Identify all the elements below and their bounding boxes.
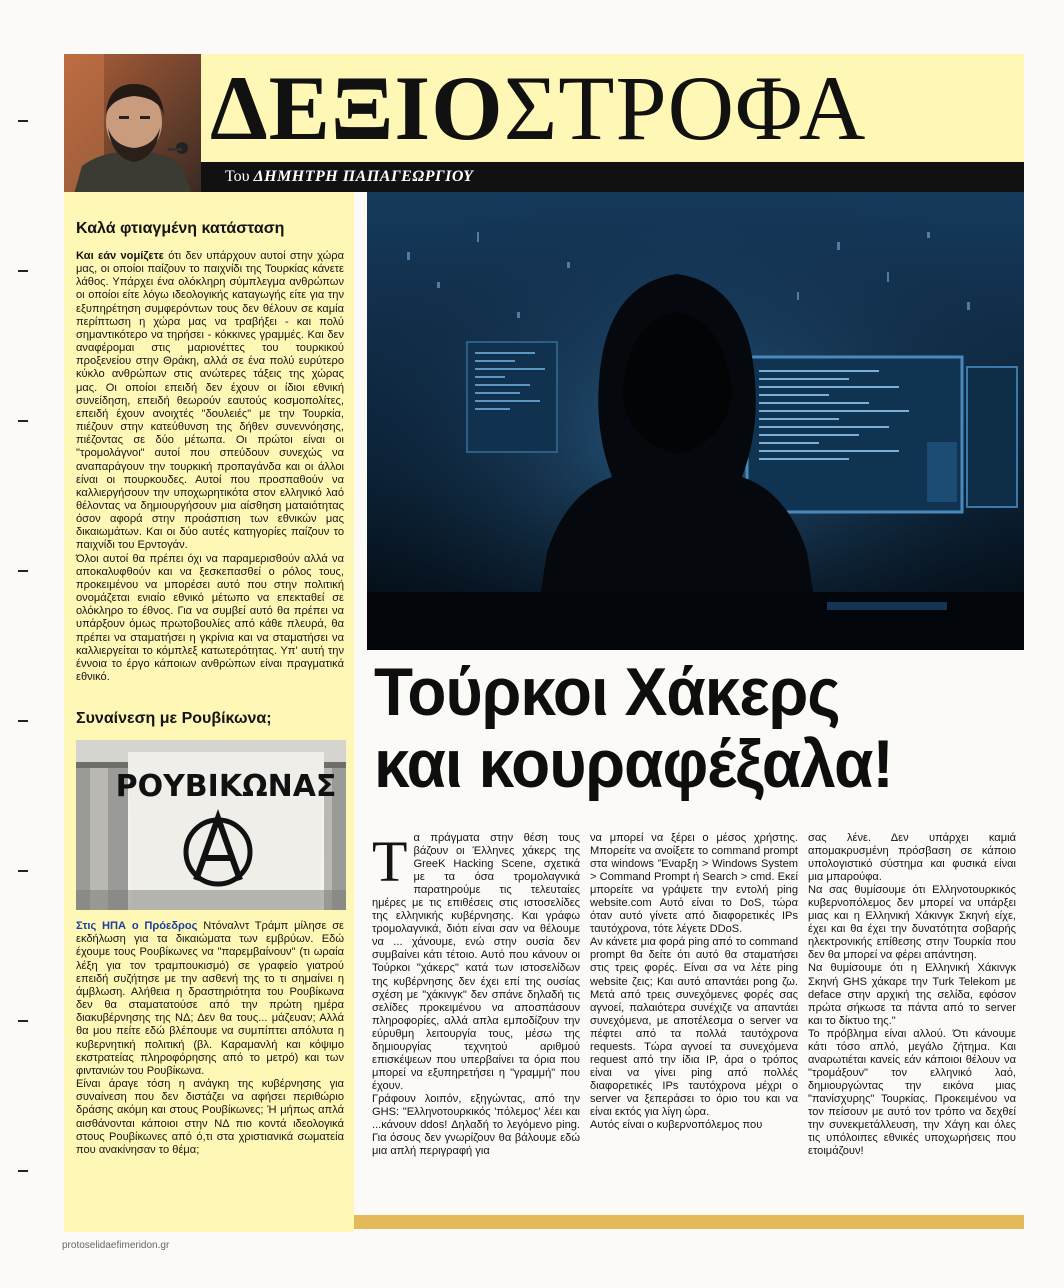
byline-bar [201,162,1024,192]
bottom-color-band [354,1215,1024,1229]
source-credit: protoselidaefimeridon.gr [62,1240,170,1251]
article-paragraph: Γράφουν λοιπόν, εξηγώντας, από την GHS: "Ελληνοτουρκικός 'πόλεμος' λέει και ...κάνουν ddos! Δηλαδή το λεγόμενο ping. Για όσους δεν γνωρίζουν θα βάλουμε εδώ μια απλή περιγραφή για [372,1092,580,1158]
article-paragraph: Να σας θυμίσουμε ότι Ελληνοτουρκικός κυβερνοπόλεμος δεν μπορεί να υπάρξει μιας και η Ελληνική Χάκινγκ Σκηνή είχε, έχει και θα έχει την δυνατότητα σοβαρής ηλεκτρονικής επίθεσης στην Τουρκία που δεν θα μπορεί να φέρει απάντηση. [808,884,1016,962]
article-paragraph: Να θυμίσουμε ότι η Ελληνική Χάκινγκ Σκηνή GHS χάκαρε την Turk Telekom με deface στην αρχική της σελίδα, εφόσον πρώτα σήκωσε τα πάντα από το server και το δίκτυο της." [808,962,1016,1027]
registration-mark [18,420,28,422]
masthead-regular: ΣΤΡΟΦΑ [503,57,867,159]
registration-mark [18,1170,28,1172]
article-body [372,829,1024,1222]
headline-line: Τούρκοι Χάκερς [374,654,840,730]
protest-banner-photo [76,740,346,910]
article-headline [374,656,893,800]
article-column-1 [372,829,580,1158]
lead-in: Στις ΗΠΑ ο Πρόεδρος [76,920,198,933]
paragraph-text: α πράγματα στην θέση τους βάζουν οι Έλληνες χάκερς της GreeK Hacking Scene, σχετικά με τα όσα τρομολαγνικά παρατηρούμε τις τελευταίες ημέρες με τις επιθέσεις στις ιστοσελίδες της ελληνικής κυβέρνησης. Και γράφω τρομολαγνικά, διότι είναι σαν να θέλουμε να ... χάνουμε, ενώ στην ουσία δεν συμβαίνει κάτι τέτοιο. Αυτό που κάνουν οι Τούρκοι "χάκερς" κατά των ιστοσελίδων της κυβέρνησης δεν έχει επί της ουσίας σχέση με "χάκινγκ" δεν σπάνε δηλαδή τις σελίδες προκειμένου να αποσπάσουν πληροφορίες, αλλά απλα εμποδίζουν την εύρυθμη λειτουργία τους, μέσω της δημιουργίας τεχνητού αριθμού επισκέψεων που υπερβαίνει τα όρια που μπορεί να εξυπηρετήσει η "γραμμή" που έχουν. [372,832,580,1092]
headline-line: και κουραφέξαλα! [374,726,893,802]
banner-text: ΡΟΥΒΙΚΩΝΑΣ [115,769,337,805]
registration-mark [18,720,28,722]
columnist-portrait [64,54,201,194]
registration-mark [18,120,28,122]
byline-prefix: Του [225,168,254,185]
hacker-photo [367,192,1024,650]
sidebar-paragraph [76,920,344,1078]
masthead-title [210,58,866,158]
sidebar-heading: Συναίνεση με Ρουβίκωνα; [76,710,272,728]
registration-mark [18,270,28,272]
article-paragraph: Το πρόβλημα είναι αλλού. Ότι κάνουμε κάτι τόσο απλό, μεγάλο ζήτημα. Και αναρωτιέται κανείς εάν κάποιοι θέλουν να "τρομάξουν" τον ελληνικό λαό, δημιουργώντας την εικόνα μιας "πανίσχυρης" Τουρκίας. Προκειμένου να τον πείσουν με αυτό τον τρόπο να δεχθεί την συνεκμετάλλευση, την Χάγη και όλες τις υπόλοιπες εθνικές υποχωρήσεις που ετοιμάζουν! [808,1027,1016,1158]
sidebar-paragraph: Είναι άραγε τόση η ανάγκη της κυβέρνησης για συναίνεση που δεν διστάζει να αφήσει περιθώριο δράσης ακόμη και στους Ρουβίκωνες; Ή μήπως απλά αισθάνονται κάποιοι στην ΝΔ πιο κοντά ιδεολογικά στους Ρουβίκωνες από ό,τι στα χριστιανικά σωματεία που ανακίνησαν το θέμα; [76,1078,344,1156]
article-paragraph: Αν κάνετε μια φορά ping από το command prompt θα δείτε ότι αυτό θα σταματήσει στις τρεις φορές. Είναι σα να λέτε ping website ζεις; Και αυτό απαντάει pong ζω. Μετά από τρεις συνεχόμενες φορές σας αγνοεί, παλαιότερα συνέχιζε να απαντάει συνεχόμενα, με αποτέλεσμα ο server να πέφτει από τα πολλά ταυτόχρονα requests. Τώρα αγνοεί τα συνεχόμενα request από την ίδια IP, άρα ο τρόπος είναι να γίνει ping από πολλές διαφορετικές IPs ταυτόχρονα μέχρι ο server να ξεπεράσει το όριο του και να είναι εκτός για λίγη ώρα. [590,936,798,1118]
registration-mark [18,570,28,572]
sidebar-paragraph: Όλοι αυτοί θα πρέπει όχι να παραμερισθούν αλλά να αποκαλυφθούν και να ξεσκεπασθεί ο ρόλος τους, προκειμένου να μπορέσει αυτό που στην πολιτική ονομάζεται ενιαίο εθνικό μέτωπο να επεκταθεί σε ολόκληρο το έθνος. Για να συμβεί αυτό θα πρέπει να υπάρξουν όμως πρωτοβουλίες από κάθε πλευρά, θα πρέπει να σταματήσει η γκρίνια και να σταματήσει να καλλιεργείται το κόμπλεξ κατωτερότητας. Υπ' αυτή την έννοια το έργο κάποιων ανθρώπων είναι πραγματικά εθνικό. [76,552,344,683]
byline-author: ΔΗΜΗΤΡΗ ΠΑΠΑΓΕΩΡΓΙΟΥ [253,168,474,185]
masthead-bold: ΔΕΞΙΟ [210,57,504,159]
paragraph-text: Ντόναλντ Τράμπ μίλησε σε εκδήλωση για τα δικαιώματα των εμβρύων. Εδώ έχουμε τους Ρουβίκωνες να "παρεμβαίνουν" (τι ωραία λέξη για τον τραμπουκισμό) σε γραφείο γιατρού επειδή συζήτησε με την ασθενή της το τι σημαίνει η άμβλωση. Αλήθεια η δραστηριότητα του Ρουβίκωνα δεν θα σταματατούσε από την πρώτη ημέρα διακυβέρνησης της ΝΔ; Δεν θα τους... μάζευαν; Αλλά θα μου πείτε εδώ βλέπουμε να συμπίπτει απόλυτα η κυβερνητική πολιτική (βλ. Καραμανλή και κόψιμο εκστρατείας πληροφόρησης από το μετρό) και των φιντανιών του Ρουβίκωνα. [76,920,344,1077]
paragraph-text: ότι δεν υπάρχουν αυτοί στην χώρα μας, οι οποίοι παίζουν το παιχνίδι της Τουρκίας κάνετε λάθος. Υπάρχει ένα ολόκληρη σύμπλεγμα ανθρώπων οι οποίοι είτε λόγω ιδεολογικής καταγωγής είτε για την εξυπηρέτηση συμφερόντων τους δεν θέλουν σε καμία περίπτωση η χώρα μας να τραβήξει - και πολύ σημαντικότερο να τηρήσει - κόκκινες γραμμές. Και δεν αναφέρομαι στις μαριονέττες του τουρκικού προξενείου στην Θράκη, αλλά σε ένα πολύ ευρύτερο κύκλο ανθρώπων στις ανώτερες τάξεις της χώρας μας. Οι οποίοι επειδή δεν έχουν οι ίδιοι εθνική συνείδηση, επειδή θεωρούν εαυτούς κοσμοπολίτες, επειδή έχουν ανοιχτές "δουλειές" με την Τουρκία, πιέζουν στην κατεύθυνση της δήθεν συνεννόησης, πιέζοντας σε δύο μέτωπα. Οι πρώτοι είναι οι "τρομολάγνοι" αυτοί που σπεύδουν συνεχώς να αναπαράγουν την τουρκική προπαγάνδα και οι άλλοι είναι οι πουρκουδες. Αυτοί που προσπαθούν να καλλιεργήσουν την υποχωρητικότα στον ελληνικό λαό θέλοντας να δημιουργήσουν μια αίσθηση ματαιότητας όσον αφορά στην προάσπιση των εθνικών μας δικαιωμάτων. Και οι δύο αυτές κατηγορίες παίζουν το παιχνίδι του Ερντογάν. [76,250,344,552]
article-paragraph: Αυτός είναι ο κυβερνοπόλεμος που [590,1119,763,1132]
sidebar-heading: Καλά φτιαγμένη κατάσταση [76,220,285,237]
registration-mark [18,870,28,872]
registration-mark [18,1020,28,1022]
sidebar-paragraph [76,250,344,553]
sidebar-column [64,192,354,1232]
article-column-3 [808,832,1016,1158]
drop-cap: Τ [372,829,408,894]
article-paragraph [372,829,580,1093]
lead-in: Και εάν νομίζετε [76,250,164,262]
article-column-2 [590,832,798,1132]
article-paragraph: σας λένε. Δεν υπάρχει καμιά απομακρυσμένη πρόσβαση σε κάποιο υπολογιστικό σύστημα και φυσικά είναι μια μπαρούφα. [808,832,1016,884]
article-paragraph: να μπορεί να ξέρει ο μέσος χρήστης. Μπορείτε να ανοίξετε το command prompt στα windows 'Έναρξη > Windows System > Command Prompt ή Search > cmd. Εκεί μπορείτε να γράψετε την εντολή ping website.com Αυτό είναι το DoS, τώρα όταν αυτό γίνετε από διαφορετικές IPs ταυτόχρονα, τότε λέγετε DDoS. [590,832,798,936]
